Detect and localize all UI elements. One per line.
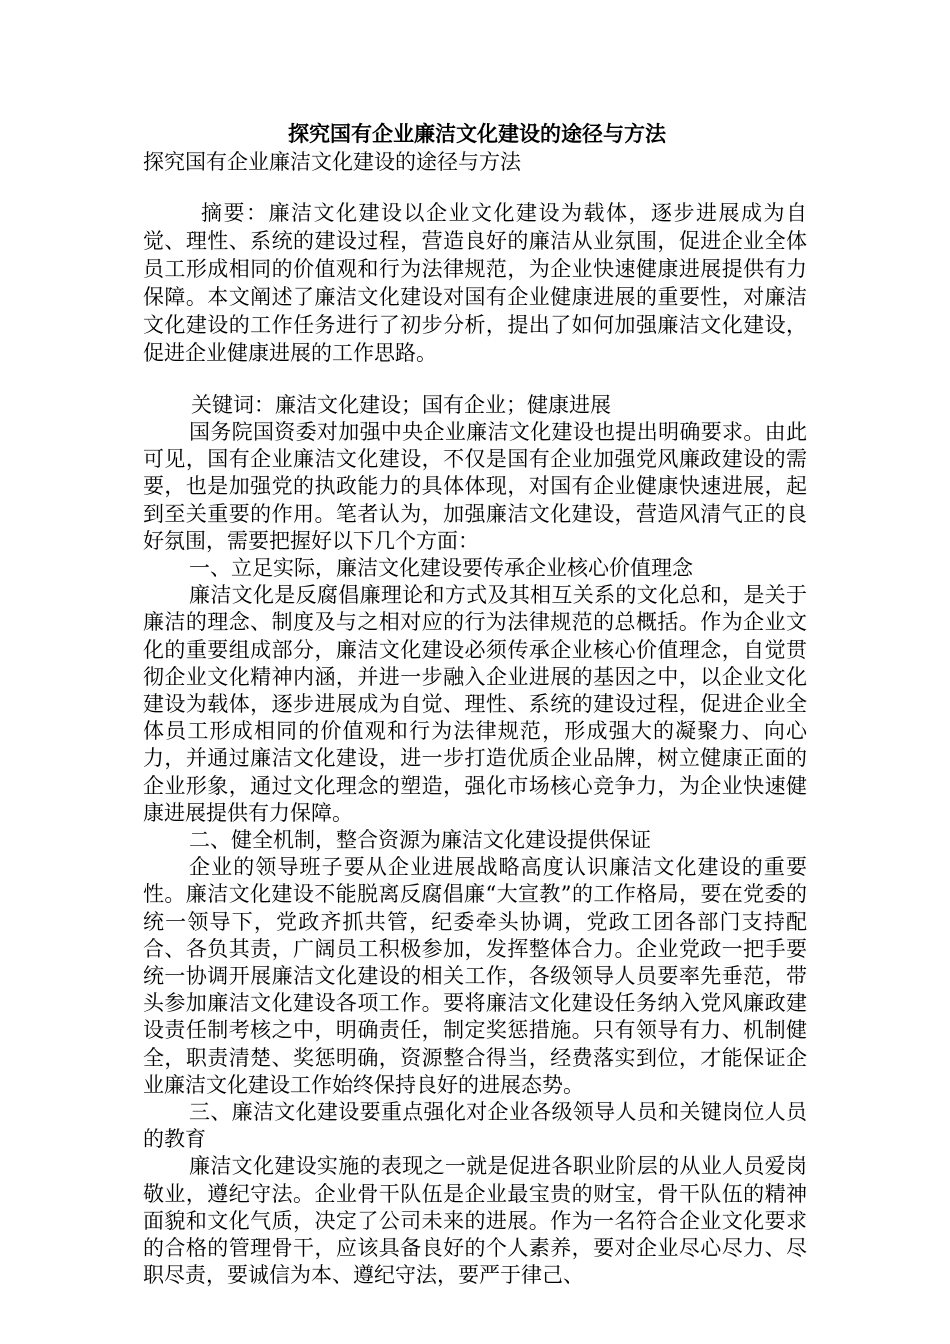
section-body-1: 廉洁文化是反腐倡廉理论和方式及其相互关系的文化总和，是关于廉洁的理念、制度及与之相对应的行为法律规范的总概括。作为企业文化的重要组成部分，廉洁文化建设必须传承企业核心价值理念，自觉贯彻企业文化精神内涵，并进一步融入企业进展的基因之中，以企业文化建设为载体，逐步进展成为自觉、理性、系统的建设过程，促进企业全体员工形成相同的价值观和行为法律规范，形成强大的凝聚力、向心力，并通过廉洁文化建设，进一步打造优质企业品牌，树立健康正面的企业形象，通过文化理念的塑造，强化市场核心竞争力，为企业快速健康进展提供有力保障。 bbox=[143, 583, 807, 825]
intro-paragraph: 国务院国资委对加强中央企业廉洁文化建设也提出明确要求。由此可见，国有企业廉洁文化建设，不仅是国有企业加强党风廉政建设的需要，也是加强党的执政能力的具体体现，对国有企业健康快速进展，起到至关重要的作用。笔者认为，加强廉洁文化建设，营造风清气正的良好氛围，需要把握好以下几个方面： bbox=[143, 420, 807, 553]
abstract-paragraph: 摘要：廉洁文化建设以企业文化建设为载体，逐步进展成为自觉、理性、系统的建设过程，营造良好的廉洁从业氛围，促进企业全体员工形成相同的价值观和行为法律规范，为企业快速健康进展提供有力保障。本文阐述了廉洁文化建设对国有企业健康进展的重要性，对廉洁文化建设的工作任务进行了初步分析，提出了如何加强廉洁文化建设，促进企业健康进展的工作思路。 bbox=[143, 201, 807, 365]
section-heading-1: 一、立足实际，廉洁文化建设要传承企业核心价值理念 bbox=[189, 556, 693, 581]
document-subtitle: 探究国有企业廉洁文化建设的途径与方法 bbox=[143, 150, 521, 174]
keywords-line: 关键词：廉洁文化建设；国有企业；健康进展 bbox=[191, 393, 611, 417]
document-title: 探究国有企业廉洁文化建设的途径与方法 bbox=[288, 121, 666, 146]
section-body-2: 企业的领导班子要从企业进展战略高度认识廉洁文化建设的重要性。廉洁文化建设不能脱离反腐倡廉“大宣教”的工作格局，要在党委的统一领导下，党政齐抓共管，纪委牵头协调，党政工团各部门支持配合、各负其责，广阔员工积极参加，发挥整体合力。企业党政一把手要统一协调开展廉洁文化建设的相关工作，各级领导人员要率先垂范，带头参加廉洁文化建设各项工作。要将廉洁文化建设任务纳入党风廉政建设责任制考核之中，明确责任，制定奖惩措施。只有领导有力、机制健全，职责清楚、奖惩明确，资源整合得当，经费落实到位，才能保证企业廉洁文化建设工作始终保持良好的进展态势。 bbox=[143, 855, 807, 1097]
section-heading-2: 二、健全机制，整合资源为廉洁文化建设提供保证 bbox=[189, 828, 651, 853]
section-heading-3: 三、廉洁文化建设要重点强化对企业各级领导人员和关键岗位人员的教育 bbox=[143, 1100, 807, 1152]
section-body-3: 廉洁文化建设实施的表现之一就是促进各职业阶层的从业人员爱岗敬业，遵纪守法。企业骨干队伍是企业最宝贵的财宝，骨干队伍的精神面貌和文化气质，决定了公司未来的进展。作为一名符合企业文化要求的合格的管理骨干，应该具备良好的个人素养，要对企业尽心尽力、尽职尽责，要诚信为本、遵纪守法，要严于律己、 bbox=[143, 1154, 807, 1288]
document-page bbox=[143, 120, 807, 1290]
